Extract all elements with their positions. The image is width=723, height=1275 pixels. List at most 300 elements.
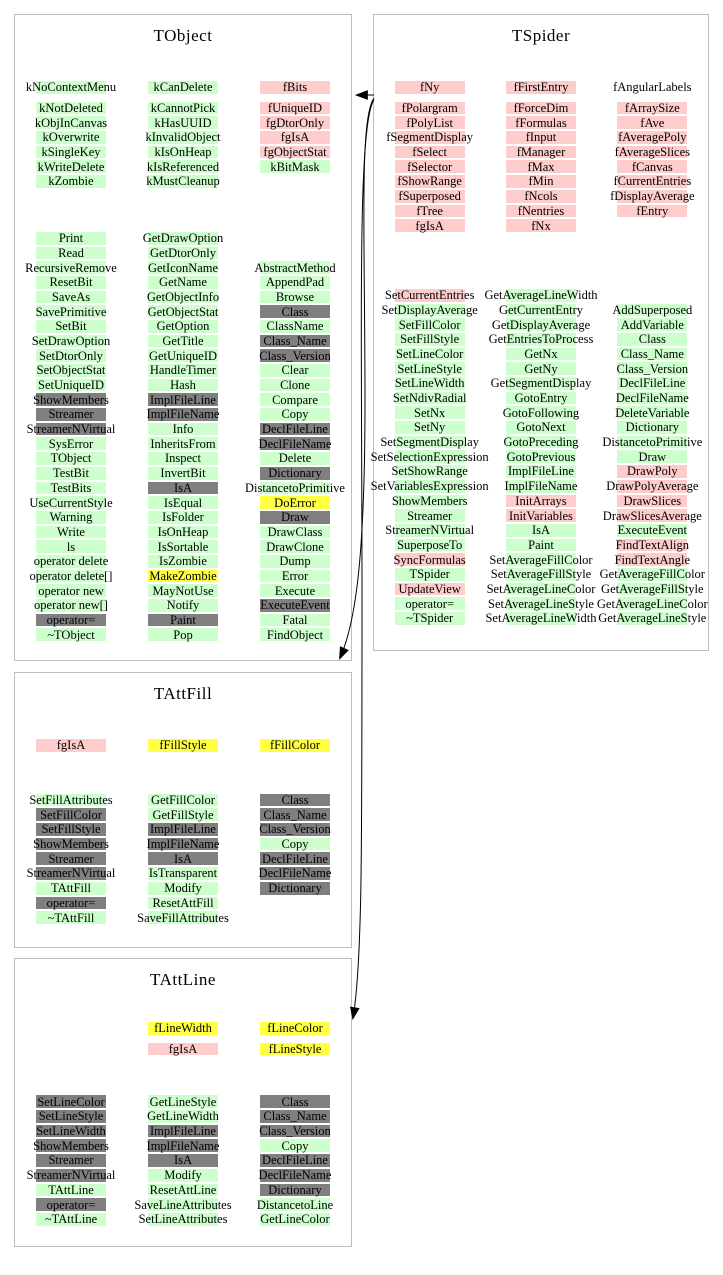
method-item[interactable] xyxy=(239,525,351,540)
method-item[interactable] xyxy=(15,495,127,510)
item-label: GetObjectInfo xyxy=(146,289,220,304)
method-item[interactable] xyxy=(127,481,239,496)
method-item[interactable] xyxy=(597,479,708,494)
item-label: kOverwrite xyxy=(42,130,100,145)
method-item[interactable] xyxy=(485,347,596,362)
item-label: GotoNext xyxy=(516,420,566,435)
method-item[interactable] xyxy=(485,391,596,406)
method-item[interactable] xyxy=(485,582,596,597)
method-item[interactable] xyxy=(127,348,239,363)
method-item[interactable] xyxy=(127,275,239,290)
method-item[interactable] xyxy=(15,539,127,554)
method-item[interactable] xyxy=(127,1138,239,1153)
method-item[interactable] xyxy=(127,822,239,837)
member-item[interactable] xyxy=(127,80,239,95)
method-item[interactable] xyxy=(239,1168,351,1183)
method-item[interactable] xyxy=(239,1153,351,1168)
member-item[interactable] xyxy=(127,1042,239,1057)
method-item[interactable] xyxy=(597,611,708,626)
method-item[interactable] xyxy=(127,866,239,881)
method-item[interactable] xyxy=(15,1094,127,1109)
method-item[interactable] xyxy=(127,851,239,866)
method-item[interactable] xyxy=(15,1109,127,1124)
method-item[interactable] xyxy=(127,1168,239,1183)
method-item[interactable] xyxy=(239,598,351,613)
method-item[interactable] xyxy=(597,538,708,553)
member-item[interactable] xyxy=(597,174,708,189)
item-label: Streamer xyxy=(48,851,94,866)
item-label: fgIsA xyxy=(56,738,86,753)
method-item[interactable] xyxy=(597,317,708,332)
method-item[interactable] xyxy=(127,290,239,305)
member-item[interactable] xyxy=(485,115,596,130)
method-item[interactable] xyxy=(15,348,127,363)
method-item[interactable] xyxy=(15,881,127,896)
method-item[interactable] xyxy=(15,910,127,925)
item-label: SetLineWidth xyxy=(36,1124,106,1139)
member-item[interactable] xyxy=(597,145,708,160)
method-item[interactable] xyxy=(15,451,127,466)
method-item[interactable] xyxy=(127,896,239,911)
members-column xyxy=(127,1021,239,1056)
method-item[interactable] xyxy=(239,793,351,808)
method-item[interactable] xyxy=(485,567,596,582)
method-item[interactable] xyxy=(127,436,239,451)
method-item[interactable] xyxy=(370,479,489,494)
method-item[interactable] xyxy=(127,231,239,246)
member-item[interactable] xyxy=(597,189,708,204)
item-label: fCanvas xyxy=(631,159,673,174)
method-item[interactable] xyxy=(15,246,127,261)
method-item[interactable] xyxy=(127,1109,239,1124)
member-item[interactable] xyxy=(127,159,239,174)
member-item[interactable] xyxy=(597,159,708,174)
method-item[interactable] xyxy=(374,420,485,435)
method-item[interactable] xyxy=(15,231,127,246)
method-item[interactable] xyxy=(597,464,708,479)
method-item[interactable] xyxy=(127,881,239,896)
method-item[interactable] xyxy=(15,554,127,569)
method-item[interactable] xyxy=(15,1138,127,1153)
method-item[interactable] xyxy=(15,1183,127,1198)
method-item[interactable] xyxy=(239,392,351,407)
item-label: ShowMembers xyxy=(33,837,109,852)
member-item[interactable] xyxy=(239,80,351,95)
method-item[interactable] xyxy=(374,347,485,362)
method-item[interactable] xyxy=(485,479,596,494)
method-item[interactable] xyxy=(374,494,485,509)
method-item[interactable] xyxy=(127,319,239,334)
method-item[interactable] xyxy=(597,303,708,318)
method-item[interactable] xyxy=(239,466,351,481)
member-item[interactable] xyxy=(15,130,127,145)
method-item[interactable] xyxy=(127,569,239,584)
item-label: SetAverageFillColor xyxy=(489,552,593,567)
method-item[interactable] xyxy=(15,334,127,349)
method-item[interactable] xyxy=(374,567,485,582)
method-item[interactable] xyxy=(127,1183,239,1198)
item-label: UseCurrentStyle xyxy=(29,495,113,510)
method-item[interactable] xyxy=(597,405,708,420)
method-item[interactable] xyxy=(374,288,485,303)
method-item[interactable] xyxy=(15,627,127,642)
method-item[interactable] xyxy=(597,494,708,509)
method-item[interactable] xyxy=(239,363,351,378)
method-item[interactable] xyxy=(15,319,127,334)
method-item[interactable] xyxy=(127,407,239,422)
method-item[interactable] xyxy=(127,539,239,554)
method-item[interactable] xyxy=(15,422,127,437)
method-item[interactable] xyxy=(239,627,351,642)
method-item[interactable] xyxy=(374,405,485,420)
method-item[interactable] xyxy=(127,837,239,852)
method-item[interactable] xyxy=(239,334,351,349)
member-item[interactable] xyxy=(485,204,596,219)
member-item[interactable] xyxy=(597,130,708,145)
member-item[interactable] xyxy=(597,101,708,116)
class-title-tspider[interactable]: TSpider xyxy=(511,26,571,45)
item-label: GetFillColor xyxy=(151,793,215,808)
method-item[interactable] xyxy=(239,290,351,305)
method-item[interactable] xyxy=(15,837,127,852)
member-item[interactable] xyxy=(239,738,351,753)
method-item[interactable] xyxy=(239,807,351,822)
member-item[interactable] xyxy=(374,189,485,204)
member-item[interactable] xyxy=(127,115,239,130)
item-label: Inspect xyxy=(164,451,202,466)
member-item[interactable] xyxy=(597,204,708,219)
member-item[interactable] xyxy=(239,1021,351,1036)
method-item[interactable] xyxy=(485,449,596,464)
method-item[interactable] xyxy=(127,422,239,437)
item-label: Paint xyxy=(528,537,554,552)
member-item[interactable] xyxy=(127,145,239,160)
member-item[interactable] xyxy=(597,115,708,130)
member-item[interactable] xyxy=(485,130,596,145)
method-item[interactable] xyxy=(239,348,351,363)
method-item[interactable] xyxy=(597,449,708,464)
method-item[interactable] xyxy=(374,582,485,597)
member-item[interactable] xyxy=(485,159,596,174)
class-title-tobject[interactable]: TObject xyxy=(153,26,213,45)
method-item[interactable] xyxy=(485,405,596,420)
method-item[interactable] xyxy=(127,451,239,466)
method-item[interactable] xyxy=(597,347,708,362)
method-item[interactable] xyxy=(15,304,127,319)
item-label: Pop xyxy=(173,627,193,642)
method-item[interactable] xyxy=(485,611,596,626)
method-item[interactable] xyxy=(127,510,239,525)
item-label: fSegmentDisplay xyxy=(386,130,474,145)
method-item[interactable] xyxy=(127,334,239,349)
method-item[interactable] xyxy=(485,508,596,523)
method-item[interactable] xyxy=(374,391,485,406)
method-item[interactable] xyxy=(15,407,127,422)
item-label: GetSegmentDisplay xyxy=(490,376,592,391)
member-item[interactable] xyxy=(597,80,708,95)
method-item[interactable] xyxy=(15,793,127,808)
member-item[interactable] xyxy=(374,101,485,116)
member-item[interactable] xyxy=(239,115,351,130)
method-item[interactable] xyxy=(597,567,708,582)
member-item[interactable] xyxy=(127,174,239,189)
method-item[interactable] xyxy=(239,436,351,451)
method-item[interactable] xyxy=(15,436,127,451)
method-item[interactable] xyxy=(597,435,708,450)
class-title-tattfill[interactable]: TAttFill xyxy=(153,684,213,703)
method-item[interactable] xyxy=(127,392,239,407)
method-item[interactable] xyxy=(15,510,127,525)
method-item[interactable] xyxy=(239,481,351,496)
method-item[interactable] xyxy=(127,304,239,319)
item-label: Warning xyxy=(49,510,93,525)
method-item[interactable] xyxy=(127,910,239,925)
method-item[interactable] xyxy=(239,881,351,896)
method-item[interactable] xyxy=(239,583,351,598)
method-item[interactable] xyxy=(239,319,351,334)
method-item[interactable] xyxy=(15,583,127,598)
method-item[interactable] xyxy=(239,1212,351,1227)
member-item[interactable] xyxy=(374,174,485,189)
member-item[interactable] xyxy=(374,218,485,233)
method-item[interactable] xyxy=(374,596,485,611)
member-item[interactable] xyxy=(485,145,596,160)
method-item[interactable] xyxy=(239,822,351,837)
method-item[interactable] xyxy=(239,837,351,852)
method-item[interactable] xyxy=(15,1197,127,1212)
method-item[interactable] xyxy=(127,554,239,569)
member-item[interactable] xyxy=(127,130,239,145)
method-item[interactable] xyxy=(485,303,596,318)
class-box-tattfill xyxy=(14,672,352,948)
method-item[interactable] xyxy=(239,1197,351,1212)
method-item[interactable] xyxy=(485,332,596,347)
item-label: GetDrawOption xyxy=(142,231,224,246)
member-item[interactable] xyxy=(485,174,596,189)
member-item[interactable] xyxy=(15,80,127,95)
method-item[interactable] xyxy=(597,582,708,597)
member-item[interactable] xyxy=(374,204,485,219)
method-item[interactable] xyxy=(485,435,596,450)
method-item[interactable] xyxy=(485,288,596,303)
method-item[interactable] xyxy=(15,851,127,866)
member-item[interactable] xyxy=(239,145,351,160)
method-item[interactable] xyxy=(127,525,239,540)
item-label: GetObjectStat xyxy=(147,304,219,319)
method-item[interactable] xyxy=(374,523,485,538)
item-label: ShowMembers xyxy=(33,392,109,407)
method-item[interactable] xyxy=(15,378,127,393)
item-label: Class_Version xyxy=(259,348,331,363)
method-item[interactable] xyxy=(597,332,708,347)
method-item[interactable] xyxy=(239,260,351,275)
method-item[interactable] xyxy=(239,569,351,584)
method-item[interactable] xyxy=(127,583,239,598)
method-item[interactable] xyxy=(239,378,351,393)
methods-column xyxy=(127,231,239,642)
member-item[interactable] xyxy=(374,145,485,160)
method-item[interactable] xyxy=(127,378,239,393)
method-item[interactable] xyxy=(239,510,351,525)
method-item[interactable] xyxy=(127,793,239,808)
method-item[interactable] xyxy=(239,851,351,866)
member-item[interactable] xyxy=(239,1042,351,1057)
method-item[interactable] xyxy=(374,332,485,347)
method-item[interactable] xyxy=(239,1138,351,1153)
method-item[interactable] xyxy=(15,466,127,481)
member-item[interactable] xyxy=(374,159,485,174)
member-item[interactable] xyxy=(485,189,596,204)
method-item[interactable] xyxy=(239,554,351,569)
method-item[interactable] xyxy=(15,896,127,911)
tobject-members-section xyxy=(15,80,351,189)
member-item[interactable] xyxy=(374,80,485,95)
method-item[interactable] xyxy=(127,613,239,628)
member-item[interactable] xyxy=(15,101,127,116)
member-item[interactable] xyxy=(485,218,596,233)
member-item[interactable] xyxy=(15,159,127,174)
item-label: fgIsA xyxy=(415,218,444,233)
method-item[interactable] xyxy=(127,807,239,822)
method-item[interactable] xyxy=(485,494,596,509)
method-item[interactable] xyxy=(127,363,239,378)
method-item[interactable] xyxy=(239,407,351,422)
method-item[interactable] xyxy=(374,435,485,450)
method-item[interactable] xyxy=(239,1124,351,1139)
member-item[interactable] xyxy=(15,115,127,130)
item-label: fSuperposed xyxy=(398,189,461,204)
member-item[interactable] xyxy=(127,738,239,753)
methods-column xyxy=(15,1094,127,1226)
member-item[interactable] xyxy=(127,1021,239,1036)
item-label: ClassName xyxy=(266,319,324,334)
method-item[interactable] xyxy=(485,552,596,567)
method-item[interactable] xyxy=(485,596,596,611)
method-item[interactable] xyxy=(485,464,596,479)
member-item[interactable] xyxy=(127,101,239,116)
method-item[interactable] xyxy=(370,449,489,464)
method-item[interactable] xyxy=(127,1212,239,1227)
method-item[interactable] xyxy=(374,376,485,391)
item-label: SetNy xyxy=(414,420,446,435)
method-item[interactable] xyxy=(15,822,127,837)
method-item[interactable] xyxy=(127,598,239,613)
method-item[interactable] xyxy=(485,376,596,391)
member-item[interactable] xyxy=(374,130,485,145)
method-item[interactable] xyxy=(15,1168,127,1183)
method-item[interactable] xyxy=(15,598,127,613)
member-item[interactable] xyxy=(374,115,485,130)
row-spacer xyxy=(597,288,708,303)
method-item[interactable] xyxy=(15,1153,127,1168)
method-item[interactable] xyxy=(15,525,127,540)
members-column xyxy=(127,738,239,753)
item-label: operator= xyxy=(46,895,96,910)
method-item[interactable] xyxy=(239,1094,351,1109)
item-label: Draw xyxy=(638,449,667,464)
method-item[interactable] xyxy=(374,611,485,626)
method-item[interactable] xyxy=(239,495,351,510)
method-item[interactable] xyxy=(485,317,596,332)
method-item[interactable] xyxy=(15,1212,127,1227)
method-item[interactable] xyxy=(239,304,351,319)
member-item[interactable] xyxy=(239,159,351,174)
method-item[interactable] xyxy=(239,539,351,554)
method-item[interactable] xyxy=(597,361,708,376)
method-item[interactable] xyxy=(597,552,708,567)
item-label: Copy xyxy=(281,407,309,422)
method-item[interactable] xyxy=(15,363,127,378)
method-item[interactable] xyxy=(597,508,708,523)
method-item[interactable] xyxy=(597,391,708,406)
method-item[interactable] xyxy=(374,552,485,567)
member-item[interactable] xyxy=(485,80,596,95)
method-item[interactable] xyxy=(374,361,485,376)
method-item[interactable] xyxy=(485,523,596,538)
method-item[interactable] xyxy=(127,260,239,275)
method-item[interactable] xyxy=(15,290,127,305)
member-item[interactable] xyxy=(239,130,351,145)
method-item[interactable] xyxy=(374,464,485,479)
method-item[interactable] xyxy=(127,1094,239,1109)
method-item[interactable] xyxy=(15,866,127,881)
method-item[interactable] xyxy=(597,420,708,435)
method-item[interactable] xyxy=(15,569,127,584)
method-item[interactable] xyxy=(127,246,239,261)
item-label: IsA xyxy=(173,851,193,866)
method-item[interactable] xyxy=(127,1197,239,1212)
method-item[interactable] xyxy=(485,361,596,376)
method-item[interactable] xyxy=(374,317,485,332)
method-item[interactable] xyxy=(15,275,127,290)
method-item[interactable] xyxy=(239,613,351,628)
member-item[interactable] xyxy=(239,101,351,116)
class-title-tattline[interactable]: TAttLine xyxy=(150,970,216,989)
method-item[interactable] xyxy=(239,866,351,881)
method-item[interactable] xyxy=(15,807,127,822)
method-item[interactable] xyxy=(127,495,239,510)
method-item[interactable] xyxy=(127,466,239,481)
member-item[interactable] xyxy=(485,101,596,116)
method-item[interactable] xyxy=(239,1183,351,1198)
method-item[interactable] xyxy=(597,523,708,538)
item-label: HandleTimer xyxy=(149,363,217,378)
method-item[interactable] xyxy=(127,1124,239,1139)
method-item[interactable] xyxy=(15,260,127,275)
member-item[interactable] xyxy=(15,174,127,189)
method-item[interactable] xyxy=(485,420,596,435)
method-item[interactable] xyxy=(485,538,596,553)
method-item[interactable] xyxy=(15,392,127,407)
method-item[interactable] xyxy=(127,627,239,642)
method-item[interactable] xyxy=(374,508,485,523)
method-item[interactable] xyxy=(15,613,127,628)
method-item[interactable] xyxy=(374,303,485,318)
method-item[interactable] xyxy=(15,481,127,496)
method-item[interactable] xyxy=(239,1109,351,1124)
method-item[interactable] xyxy=(597,596,708,611)
method-item[interactable] xyxy=(127,1153,239,1168)
method-item[interactable] xyxy=(239,422,351,437)
method-item[interactable] xyxy=(374,538,485,553)
method-item[interactable] xyxy=(597,376,708,391)
method-item[interactable] xyxy=(239,275,351,290)
member-item[interactable] xyxy=(15,738,127,753)
item-label: fAngularLabels xyxy=(613,80,692,95)
method-item[interactable] xyxy=(15,1124,127,1139)
member-item[interactable] xyxy=(15,145,127,160)
method-item[interactable] xyxy=(239,451,351,466)
